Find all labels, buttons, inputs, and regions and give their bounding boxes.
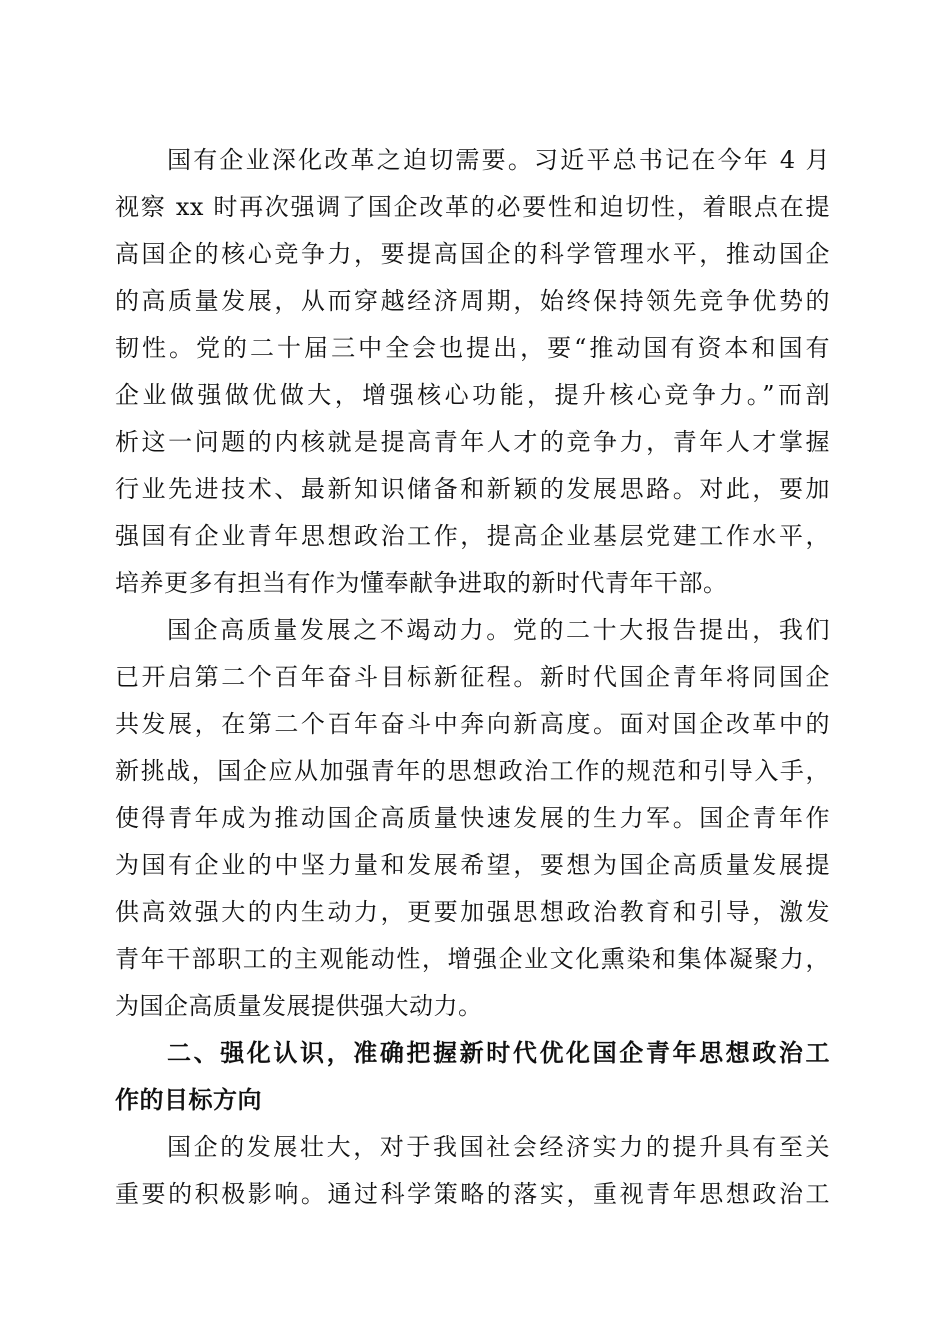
paragraph-line: 培养更多有担当有作为懂奉献争进取的新时代青年干部。 bbox=[115, 569, 728, 597]
paragraph-line: 为国企高质量发展提供强大动力。 bbox=[115, 992, 483, 1020]
paragraph-line: 使得青年成为推动国企高质量快速发展的生力军。国企青年作 bbox=[115, 804, 830, 832]
paragraph-line: 的高质量发展，从而穿越经济周期，始终保持领先竞争优势的 bbox=[115, 287, 830, 315]
paragraph-high-quality-development bbox=[115, 607, 830, 1030]
paragraph-line: 行业先进技术、最新知识储备和新颖的发展思路。对此，要加 bbox=[115, 475, 830, 503]
document-body bbox=[115, 137, 830, 1218]
paragraph-line: 国有企业深化改革之迫切需要。习近平总书记在今年 4 月 bbox=[167, 146, 830, 174]
paragraph-enterprise-growth bbox=[115, 1124, 830, 1218]
paragraph-line: 强国有企业青年思想政治工作，提高企业基层党建工作水平， bbox=[115, 522, 830, 550]
section-heading-line: 作的目标方向 bbox=[115, 1086, 262, 1114]
paragraph-line: 企业做强做优做大，增强核心功能，提升核心竞争力。”而剖 bbox=[115, 381, 830, 409]
paragraph-line: 供高效强大的内生动力，更要加强思想政治教育和引导，激发 bbox=[115, 898, 830, 926]
paragraph-state-owned-reform bbox=[115, 137, 830, 607]
paragraph-line: 青年干部职工的主观能动性，增强企业文化熏染和集体凝聚力， bbox=[115, 945, 830, 973]
paragraph-line: 新挑战，国企应从加强青年的思想政治工作的规范和引导入手， bbox=[115, 757, 830, 785]
paragraph-line: 析这一问题的内核就是提高青年人才的竞争力，青年人才掌握 bbox=[115, 428, 830, 456]
paragraph-line: 韧性。党的二十届三中全会也提出，要“推动国有资本和国有 bbox=[115, 334, 830, 362]
section-heading-line: 二、强化认识，准确把握新时代优化国企青年思想政治工 bbox=[167, 1039, 830, 1067]
paragraph-line: 为国有企业的中坚力量和发展希望，要想为国企高质量发展提 bbox=[115, 851, 830, 879]
paragraph-line: 国企高质量发展之不竭动力。党的二十大报告提出，我们 bbox=[167, 616, 830, 644]
paragraph-line: 已开启第二个百年奋斗目标新征程。新时代国企青年将同国企 bbox=[115, 663, 830, 691]
paragraph-line: 重要的积极影响。通过科学策略的落实，重视青年思想政治工 bbox=[115, 1180, 830, 1208]
paragraph-line: 国企的发展壮大，对于我国社会经济实力的提升具有至关 bbox=[167, 1133, 830, 1161]
paragraph-line: 视察 xx 时再次强调了国企改革的必要性和迫切性，着眼点在提 bbox=[115, 193, 830, 221]
section-heading-two bbox=[115, 1030, 830, 1124]
paragraph-line: 共发展，在第二个百年奋斗中奔向新高度。面对国企改革中的 bbox=[115, 710, 830, 738]
paragraph-line: 高国企的核心竞争力，要提高国企的科学管理水平，推动国企 bbox=[115, 240, 830, 268]
